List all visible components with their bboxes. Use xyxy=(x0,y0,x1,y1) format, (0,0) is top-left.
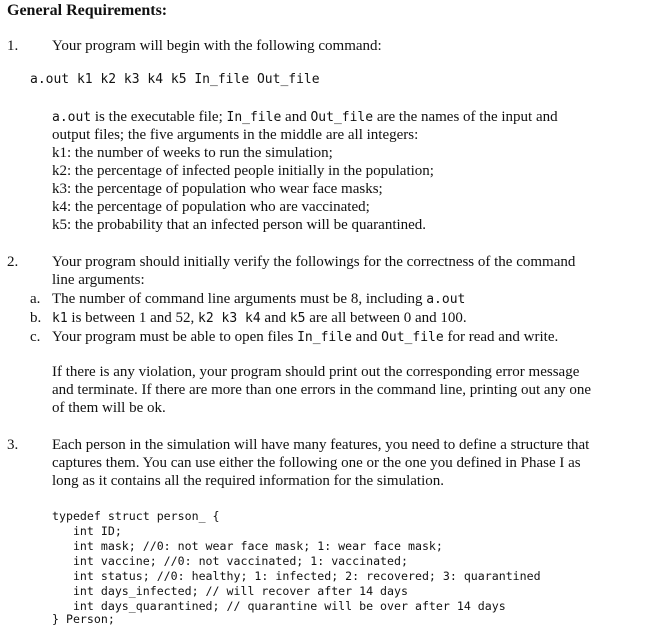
item-b-letter: b. xyxy=(30,310,42,326)
section-3-intro-line-1: Each person in the simulation will have many features, you need to define a structure that xyxy=(52,437,590,453)
command-line: a.out k1 k2 k3 k4 k5 In_file Out_file xyxy=(30,72,320,87)
section-3-intro-line-2: captures them. You can use either the following one or the one you defined in Phase I as xyxy=(52,455,581,471)
section-2-intro-line-2: line arguments: xyxy=(52,272,145,288)
item-c-text: for read and write. xyxy=(443,329,559,345)
code-line: int days_infected; // will recover after 14 days xyxy=(52,584,408,598)
code-line: int status; //0: healthy; 1: infected; 2: recovered; 3: quarantined xyxy=(52,569,541,583)
desc-text: and xyxy=(281,109,311,125)
code-line: int mask; //0: not wear face mask; 1: wear face mask; xyxy=(52,539,443,553)
arg-k1: k1: the number of weeks to run the simulation; xyxy=(52,145,333,161)
outfile-code: Out_file xyxy=(310,110,374,125)
section-3-number: 3. xyxy=(7,437,19,453)
item-c-text: Your program must be able to open files xyxy=(52,329,298,345)
item-c-text: and xyxy=(351,329,382,345)
violation-line-3: of them will be ok. xyxy=(52,400,166,416)
arg-k3: k3: the percentage of population who wear face masks; xyxy=(52,181,383,197)
violation-line-1: If there is any violation, your program should print out the corresponding error message xyxy=(52,364,580,380)
section-1-desc-line-1 xyxy=(52,108,558,127)
code-line: int vaccine; //0: not vaccinated; 1: vaccinated; xyxy=(52,554,408,568)
section-1-intro: Your program will begin with the following command: xyxy=(52,38,382,54)
code-line: int days_quarantined; // quarantine will be over after 14 days xyxy=(52,599,506,613)
item-c-code: In_file xyxy=(297,330,352,345)
section-1-desc-line-2: output files; the five arguments in the middle are all integers: xyxy=(52,127,419,143)
code-line: typedef struct person_ { xyxy=(52,509,220,523)
item-a xyxy=(52,290,465,309)
item-b-code: k1 xyxy=(52,311,68,326)
item-b-code: k5 xyxy=(289,311,306,326)
page-title: General Requirements: xyxy=(7,2,168,19)
executable-code: a.out xyxy=(52,110,92,125)
item-c xyxy=(52,328,558,347)
item-b-text: and xyxy=(260,310,290,326)
desc-text: is the executable file; xyxy=(91,109,227,125)
item-c-letter: c. xyxy=(30,329,41,345)
desc-text: are the names of the input and xyxy=(373,109,558,125)
section-3-intro-line-3: long as it contains all the required information for the simulation. xyxy=(52,473,444,489)
item-b-text: are all between 0 and 100. xyxy=(305,310,467,326)
item-b-code: k2 k3 k4 xyxy=(198,311,261,326)
code-line: int ID; xyxy=(52,524,122,538)
item-a-code: a.out xyxy=(426,292,466,307)
section-1-number: 1. xyxy=(7,38,19,54)
code-line: } Person; xyxy=(52,612,115,626)
item-a-letter: a. xyxy=(30,291,41,307)
arg-k4: k4: the percentage of population who are vaccinated; xyxy=(52,199,370,215)
item-b xyxy=(52,309,467,328)
arg-k5: k5: the probability that an infected person will be quarantined. xyxy=(52,217,427,233)
section-2-intro-line-1: Your program should initially verify the followings for the correctness of the command xyxy=(52,254,576,270)
item-c-code: Out_file xyxy=(381,330,444,345)
item-a-text: The number of command line arguments must be 8, including xyxy=(52,291,427,307)
violation-line-2: and terminate. If there are more than one errors in the command line, printing out any one xyxy=(52,382,591,398)
infile-code: In_file xyxy=(226,110,282,125)
item-b-text: is between 1 and 52, xyxy=(67,310,199,326)
section-2-number: 2. xyxy=(7,254,19,270)
arg-k2: k2: the percentage of infected people initially in the population; xyxy=(52,163,434,179)
